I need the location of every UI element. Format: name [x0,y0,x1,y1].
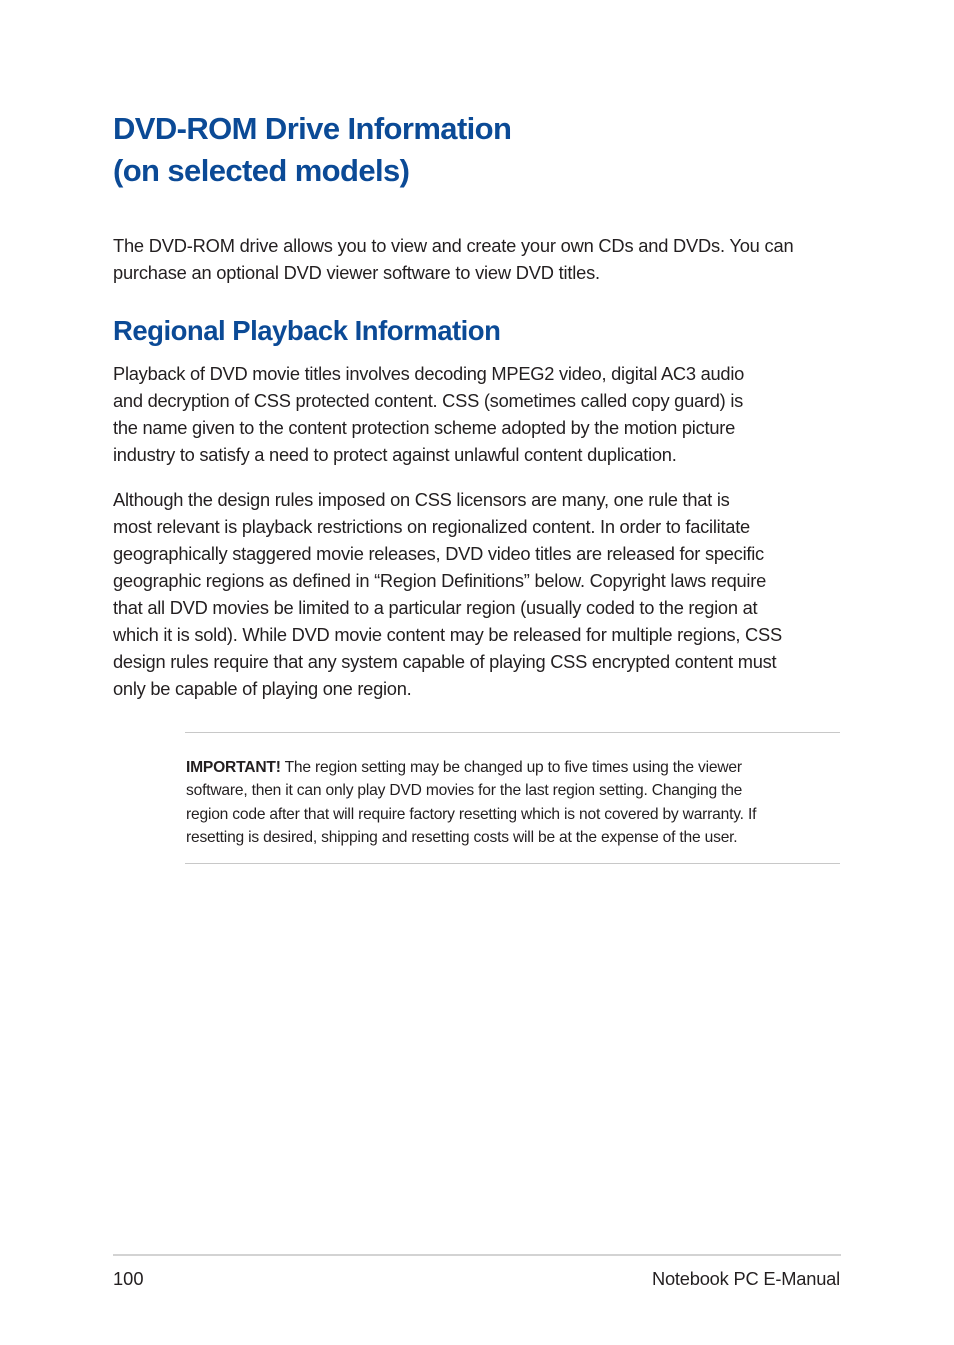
page-title [113,108,833,192]
note-line: software, then it can only play DVD movies for the last region setting. Changing the [186,782,743,800]
page-number: 100 [113,1268,144,1289]
paragraph-line: the name given to the content protection scheme adopted by the motion picture [113,417,736,438]
important-label: IMPORTANT! [186,759,281,776]
css-rules-paragraph [113,486,841,702]
paragraph-line: geographic regions as defined in “Region Definitions” below. Copyright laws require [113,570,766,591]
paragraph-line: industry to satisfy a need to protect against unlawful content duplication. [113,444,677,465]
manual-name: Notebook PC E-Manual [651,1268,840,1289]
note-bottom-divider [185,863,840,864]
paragraph-line: geographically staggered movie releases, DVD video titles are released for specific [113,543,764,564]
paragraph-line: that all DVD movies be limited to a particular region (usually coded to the region at [113,597,758,618]
paragraph-line: design rules require that any system capable of playing CSS encrypted content must [113,651,777,672]
intro-paragraph: The DVD-ROM drive allows you to view and create your own CDs and DVDs. You can purchase an optional DVD viewer software to view DVD titles. [113,235,794,283]
page-title-line-1: DVD-ROM Drive Information [113,111,512,146]
paragraph-line: which it is sold). While DVD movie content may be released for multiple regions, CSS [113,624,782,645]
paragraph-line: only be capable of playing one region. [113,678,412,699]
section-heading: Regional Playback Information [113,315,501,346]
note-line: region code after that will require factory resetting which is not covered by warranty. If [186,805,757,823]
note-top-divider [185,732,840,733]
paragraph-line: Although the design rules imposed on CSS licensors are many, one rule that is [113,489,730,510]
footer-divider [113,1254,841,1256]
important-note [186,756,846,849]
playback-paragraph [113,360,841,468]
note-line: resetting is desired, shipping and resetting costs will be at the expense of the user. [186,828,738,846]
paragraph-line: and decryption of CSS protected content. CSS (sometimes called copy guard) is [113,390,744,411]
note-text: The region setting may be changed up to five times using the viewer [280,759,742,776]
note-line [186,756,846,779]
page-title-line-2: (on selected models) [113,153,410,188]
paragraph-line: Playback of DVD movie titles involves decoding MPEG2 video, digital AC3 audio [113,363,745,384]
paragraph-line: most relevant is playback restrictions on regionalized content. In order to facilitate [113,516,750,537]
